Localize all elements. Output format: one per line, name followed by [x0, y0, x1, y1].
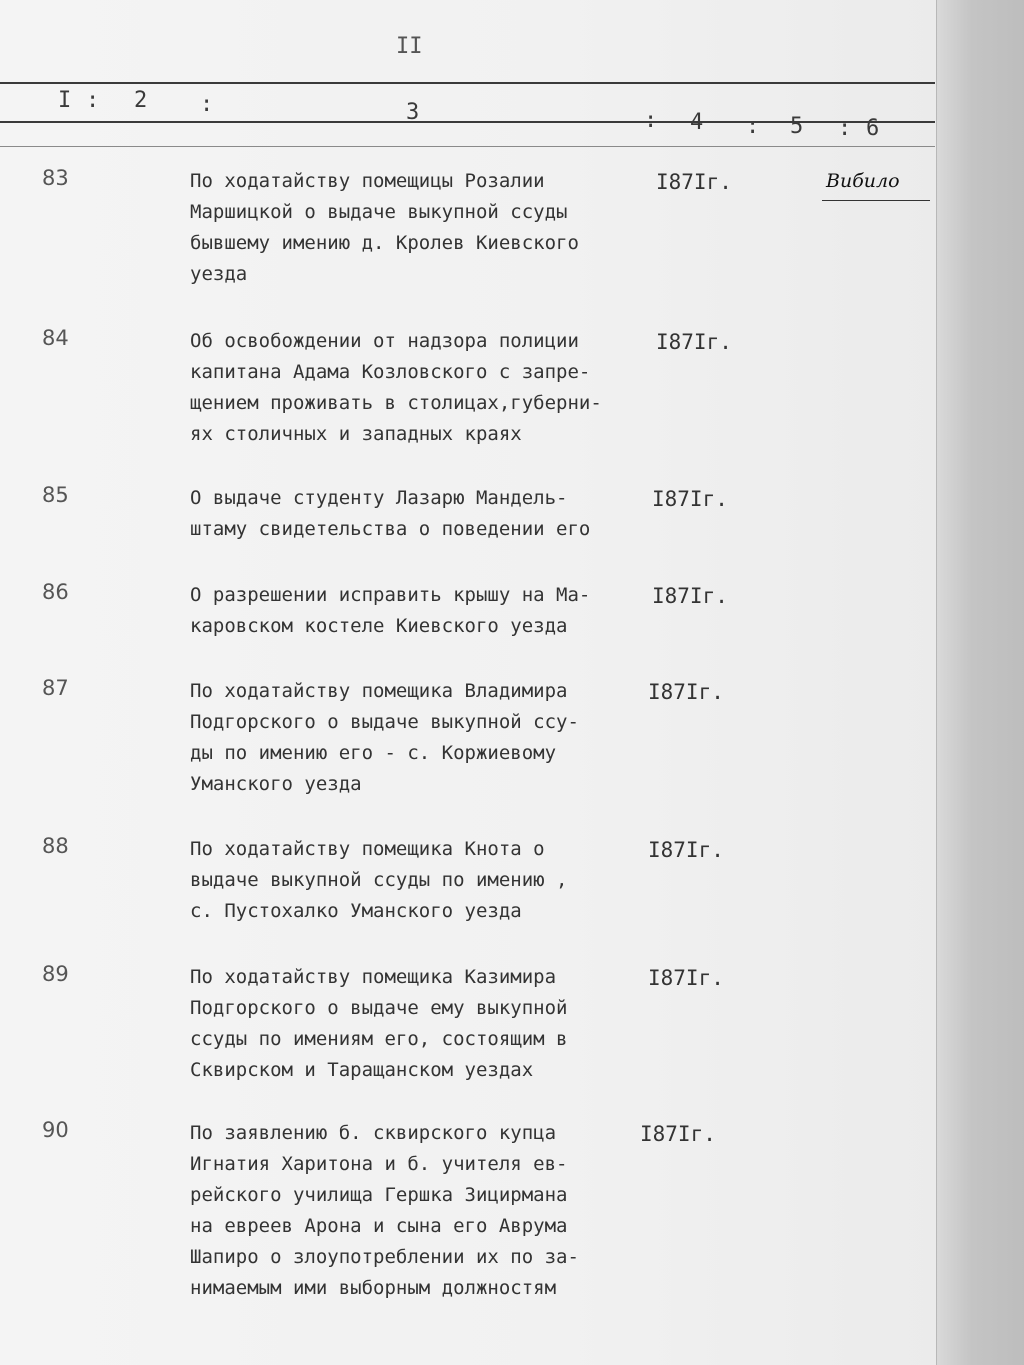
entry-year: I87Iг.: [648, 680, 724, 704]
description-line: О разрешении исправить крышу на Ма-: [190, 584, 591, 606]
entry-number: 85: [42, 483, 69, 507]
description-line: По ходатайству помещика Владимира: [190, 680, 568, 702]
entry-number: 83: [42, 166, 69, 190]
description-line: ды по имению его - с. Коржиевому: [190, 742, 557, 764]
description-line: Сквирском и Таращанском уездах: [190, 1059, 534, 1081]
entry-year: I87Iг.: [640, 1122, 716, 1146]
page-edge-shadow: [936, 0, 1024, 1365]
description-line: уезда: [190, 263, 248, 285]
entry-year: I87Iг.: [652, 584, 728, 608]
description-line: Шапиро о злоупотреблении их по за-: [190, 1246, 579, 1268]
entry-year: I87Iг.: [656, 330, 732, 354]
column-header-6: 6: [866, 116, 880, 141]
entry-description: [190, 676, 640, 800]
description-line: с. Пустохалко Уманского уезда: [190, 900, 522, 922]
column-separator: :: [200, 92, 214, 117]
column-header-I: I: [58, 88, 72, 113]
description-line: Маршицкой о выдаче выкупной ссуды: [190, 201, 568, 223]
description-line: По ходатайству помещицы Розалии: [190, 170, 545, 192]
description-line: рейского училища Гершка Зицирмана: [190, 1184, 568, 1206]
description-line: щением проживать в столицах,губерни-: [190, 392, 602, 414]
entry-description: [190, 1118, 640, 1304]
description-line: ссуды по имениям его, состоящим в: [190, 1028, 568, 1050]
entry-year: I87Iг.: [652, 487, 728, 511]
entry-number: 89: [42, 962, 69, 986]
description-line: Игнатия Харитона и б. учителя ев-: [190, 1153, 568, 1175]
entry-year: I87Iг.: [656, 170, 732, 194]
page-number: II: [396, 34, 423, 59]
column-header-4: 4: [690, 110, 704, 135]
entry-number: 87: [42, 676, 69, 700]
description-line: Об освобождении от надзора полиции: [190, 330, 579, 352]
entry-number: 84: [42, 326, 69, 350]
description-line: выдаче выкупной ссуды по имению ,: [190, 869, 568, 891]
description-line: Подгорского о выдаче ему выкупной: [190, 997, 568, 1019]
description-line: По заявлению б. сквирского купца: [190, 1122, 557, 1144]
description-line: По ходатайству помещика Казимира: [190, 966, 557, 988]
remark-underline: [822, 200, 930, 201]
entry-number: 88: [42, 834, 69, 858]
entry-year: I87Iг.: [648, 966, 724, 990]
column-separator: :: [644, 108, 658, 133]
description-line: бывшему имению д. Кролев Киевского: [190, 232, 579, 254]
description-line: Уманского уезда: [190, 773, 362, 795]
column-separator: :: [86, 88, 100, 113]
header-rule-top: [0, 82, 935, 84]
entry-description: [190, 834, 640, 927]
entry-number: 90: [42, 1118, 69, 1142]
handwritten-remark: Вибило: [826, 170, 900, 192]
description-line: штаму свидетельства о поведении его: [190, 518, 591, 540]
entry-description: [190, 580, 640, 642]
column-header-5: 5: [790, 114, 804, 139]
entry-year: I87Iг.: [648, 838, 724, 862]
description-line: По ходатайству помещика Кнота о: [190, 838, 545, 860]
description-line: Подгорского о выдаче выкупной ссу-: [190, 711, 579, 733]
column-header-3: 3: [406, 100, 420, 125]
description-line: нимаемым ими выборным должностям: [190, 1277, 557, 1299]
description-line: О выдаче студенту Лазарю Мандель-: [190, 487, 568, 509]
column-separator: :: [838, 116, 852, 141]
header-rule-faint: [0, 146, 935, 147]
description-line: на евреев Арона и сына его Аврума: [190, 1215, 568, 1237]
entry-description: [190, 962, 640, 1086]
column-header-2: 2: [134, 88, 148, 113]
entry-description: [190, 166, 640, 290]
description-line: капитана Адама Козловского с запре-: [190, 361, 591, 383]
description-line: каровском костеле Киевского уезда: [190, 615, 568, 637]
entry-description: [190, 326, 640, 450]
column-separator: :: [746, 114, 760, 139]
entry-number: 86: [42, 580, 69, 604]
entry-description: [190, 483, 640, 545]
description-line: ях столичных и западных краях: [190, 423, 522, 445]
